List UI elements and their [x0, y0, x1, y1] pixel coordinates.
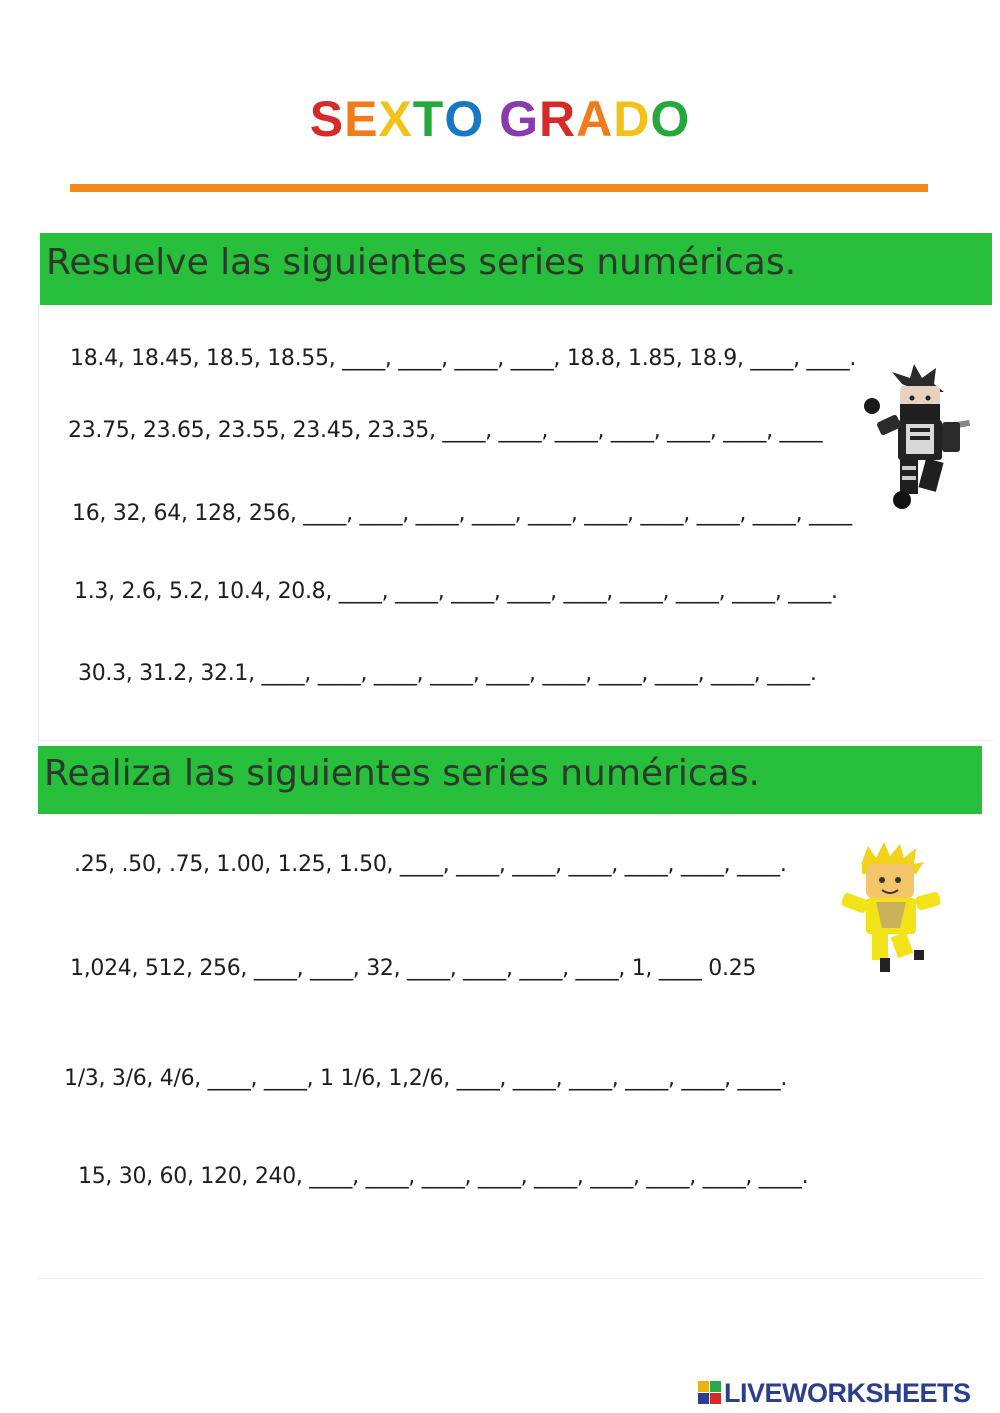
title-letter: O: [650, 91, 691, 147]
title-letter: G: [499, 91, 540, 147]
title-letter: [484, 90, 499, 148]
liveworksheets-logo-icon: [698, 1381, 722, 1405]
series-row-1: 18.4, 18.45, 18.5, 18.55, ____, ____, ____, ____, 18.8, 1.85, 18.9, ____, ____.: [70, 346, 857, 371]
series-row-3: 16, 32, 64, 128, 256, ____, ____, ____, ____, ____, ____, ____, ____, ____, ____: [72, 501, 852, 526]
series-row-7: 1,024, 512, 256, ____, ____, 32, ____, ____, ____, ____, 1, ____ 0.25: [70, 956, 757, 981]
orange-divider: [70, 184, 928, 192]
series-row-5: 30.3, 31.2, 32.1, ____, ____, ____, ____, ____, ____, ____, ____, ____, ____.: [78, 661, 817, 686]
section2-bottom-border: [38, 1278, 982, 1279]
title-letter: X: [378, 91, 413, 147]
title-letter: D: [613, 91, 651, 147]
title-letter: O: [444, 91, 485, 147]
title-letter: E: [344, 91, 379, 147]
title-letter: S: [309, 91, 345, 147]
series-row-6: .25, .50, .75, 1.00, 1.25, 1.50, ____, ____, ____, ____, ____, ____, ____.: [74, 852, 787, 877]
brand-name: LIVEWORKSHEETS: [724, 1377, 971, 1408]
title-letter: T: [412, 91, 445, 147]
section2-heading: Realiza las siguientes series numéricas.: [38, 746, 982, 814]
ninja-character-image: [862, 362, 972, 514]
page-title: [0, 90, 1000, 148]
footer-brand: [698, 1378, 993, 1408]
yellow-character-image: [832, 840, 952, 980]
series-row-2: 23.75, 23.65, 23.55, 23.45, 23.35, ____, ____, ____, ____, ____, ____, ____: [68, 418, 823, 443]
title-letter: A: [576, 91, 614, 147]
title-letter: R: [539, 91, 577, 147]
section1-heading: Resuelve las siguientes series numéricas.: [40, 233, 992, 305]
series-row-4: 1.3, 2.6, 5.2, 10.4, 20.8, ____, ____, ____, ____, ____, ____, ____, ____, ____.: [74, 579, 838, 604]
series-row-8: 1/3, 3/6, 4/6, ____, ____, 1 1/6, 1,2/6, ____, ____, ____, ____, ____, ____.: [64, 1066, 788, 1091]
series-row-9: 15, 30, 60, 120, 240, ____, ____, ____, ____, ____, ____, ____, ____, ____.: [78, 1164, 809, 1189]
